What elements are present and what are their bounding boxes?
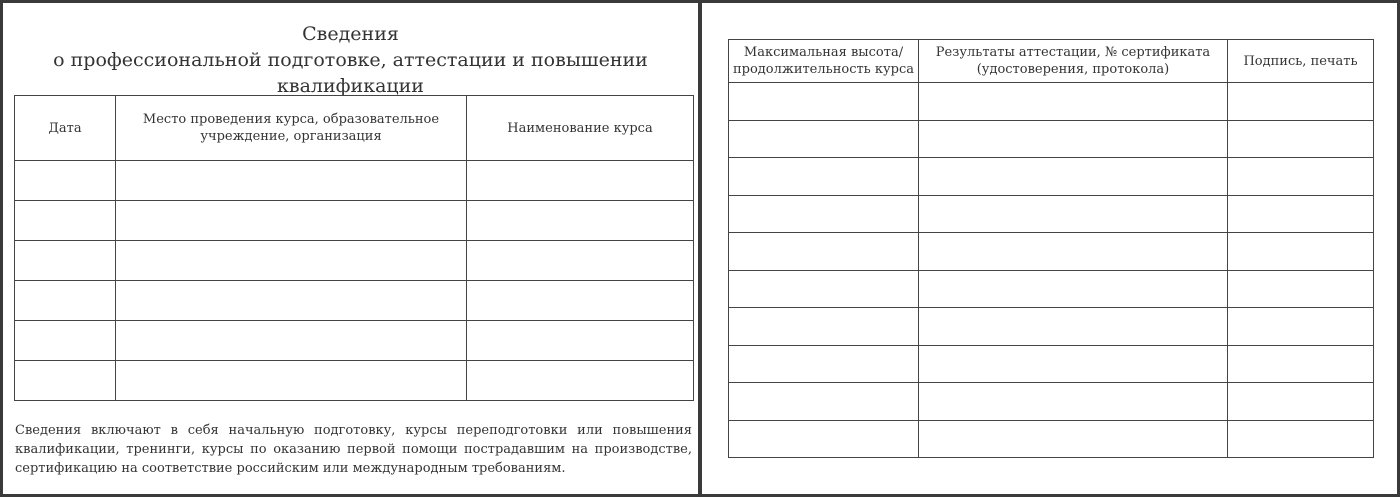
- table-cell[interactable]: [15, 241, 116, 281]
- table-cell[interactable]: [467, 281, 694, 321]
- table-row: [15, 241, 694, 281]
- table-cell[interactable]: [919, 270, 1228, 308]
- table-cell[interactable]: [116, 281, 467, 321]
- table-row: [729, 383, 1374, 421]
- table-cell[interactable]: [467, 241, 694, 281]
- table-cell[interactable]: [116, 161, 467, 201]
- table-cell[interactable]: [729, 120, 919, 158]
- table-row: [729, 233, 1374, 271]
- table-cell[interactable]: [729, 308, 919, 346]
- table-cell[interactable]: [729, 345, 919, 383]
- table-cell[interactable]: [919, 195, 1228, 233]
- table-row: [729, 120, 1374, 158]
- table-cell[interactable]: [919, 383, 1228, 421]
- page-title: Сведения: [302, 23, 399, 45]
- table-cell[interactable]: [919, 420, 1228, 458]
- header-signature-stamp: Подпись, печать: [1228, 40, 1374, 83]
- table-cell[interactable]: [467, 161, 694, 201]
- table-cell[interactable]: [729, 83, 919, 121]
- table-cell[interactable]: [729, 233, 919, 271]
- footnote-text: Сведения включают в себя начальную подготовку, курсы переподготовки или повышения квалификации, тренинги, курсы по оказанию первой помощи пострадавшим на производстве, сертификацию на соответствие российским или международным требованиям.: [15, 423, 692, 476]
- table-row: [15, 321, 694, 361]
- table-row: [15, 361, 694, 401]
- table-cell[interactable]: [1228, 233, 1374, 271]
- table-cell[interactable]: [15, 201, 116, 241]
- table-cell[interactable]: [1228, 345, 1374, 383]
- table-row: [15, 201, 694, 241]
- table-cell[interactable]: [919, 158, 1228, 196]
- table-header-row: [729, 40, 1374, 83]
- table-cell[interactable]: [729, 195, 919, 233]
- table-cell[interactable]: [1228, 120, 1374, 158]
- table-cell[interactable]: [467, 361, 694, 401]
- table-cell[interactable]: [1228, 420, 1374, 458]
- table-cell[interactable]: [116, 321, 467, 361]
- table-cell[interactable]: [729, 420, 919, 458]
- table-row: [729, 83, 1374, 121]
- table-cell[interactable]: [1228, 270, 1374, 308]
- table-cell[interactable]: [1228, 158, 1374, 196]
- table-cell[interactable]: [919, 83, 1228, 121]
- table-row: [729, 158, 1374, 196]
- right-page: [699, 0, 1400, 497]
- page-subtitle: о профессиональной подготовке, аттестации и повышении квалификации: [53, 49, 648, 97]
- table-cell[interactable]: [116, 241, 467, 281]
- table-cell[interactable]: [919, 233, 1228, 271]
- header-max-height-duration: Максимальная высота/ продолжительность курса: [729, 40, 919, 83]
- table-cell[interactable]: [467, 201, 694, 241]
- table-cell[interactable]: [15, 321, 116, 361]
- table-cell[interactable]: [729, 270, 919, 308]
- header-course-location: Место проведения курса, образовательное учреждение, организация: [116, 96, 467, 161]
- table-row: [729, 270, 1374, 308]
- table-cell[interactable]: [729, 383, 919, 421]
- table-cell[interactable]: [116, 361, 467, 401]
- table-row: [729, 195, 1374, 233]
- table-row: [15, 281, 694, 321]
- table-cell[interactable]: [1228, 195, 1374, 233]
- table-header-row: [15, 96, 694, 161]
- table-row: [15, 161, 694, 201]
- table-cell[interactable]: [1228, 308, 1374, 346]
- table-cell[interactable]: [1228, 383, 1374, 421]
- table-cell[interactable]: [729, 158, 919, 196]
- header-certification-results: Результаты аттестации, № сертификата (удостоверения, протокола): [919, 40, 1228, 83]
- certification-table: [728, 39, 1374, 458]
- table-cell[interactable]: [919, 345, 1228, 383]
- table-cell[interactable]: [15, 161, 116, 201]
- table-row: [729, 420, 1374, 458]
- table-cell[interactable]: [1228, 83, 1374, 121]
- table-cell[interactable]: [919, 308, 1228, 346]
- table-cell[interactable]: [15, 361, 116, 401]
- table-cell[interactable]: [467, 321, 694, 361]
- table-row: [729, 345, 1374, 383]
- header-course-name: Наименование курса: [467, 96, 694, 161]
- table-cell[interactable]: [919, 120, 1228, 158]
- training-table: [14, 95, 694, 401]
- table-cell[interactable]: [15, 281, 116, 321]
- table-row: [729, 308, 1374, 346]
- table-cell[interactable]: [116, 201, 467, 241]
- header-date: Дата: [15, 96, 116, 161]
